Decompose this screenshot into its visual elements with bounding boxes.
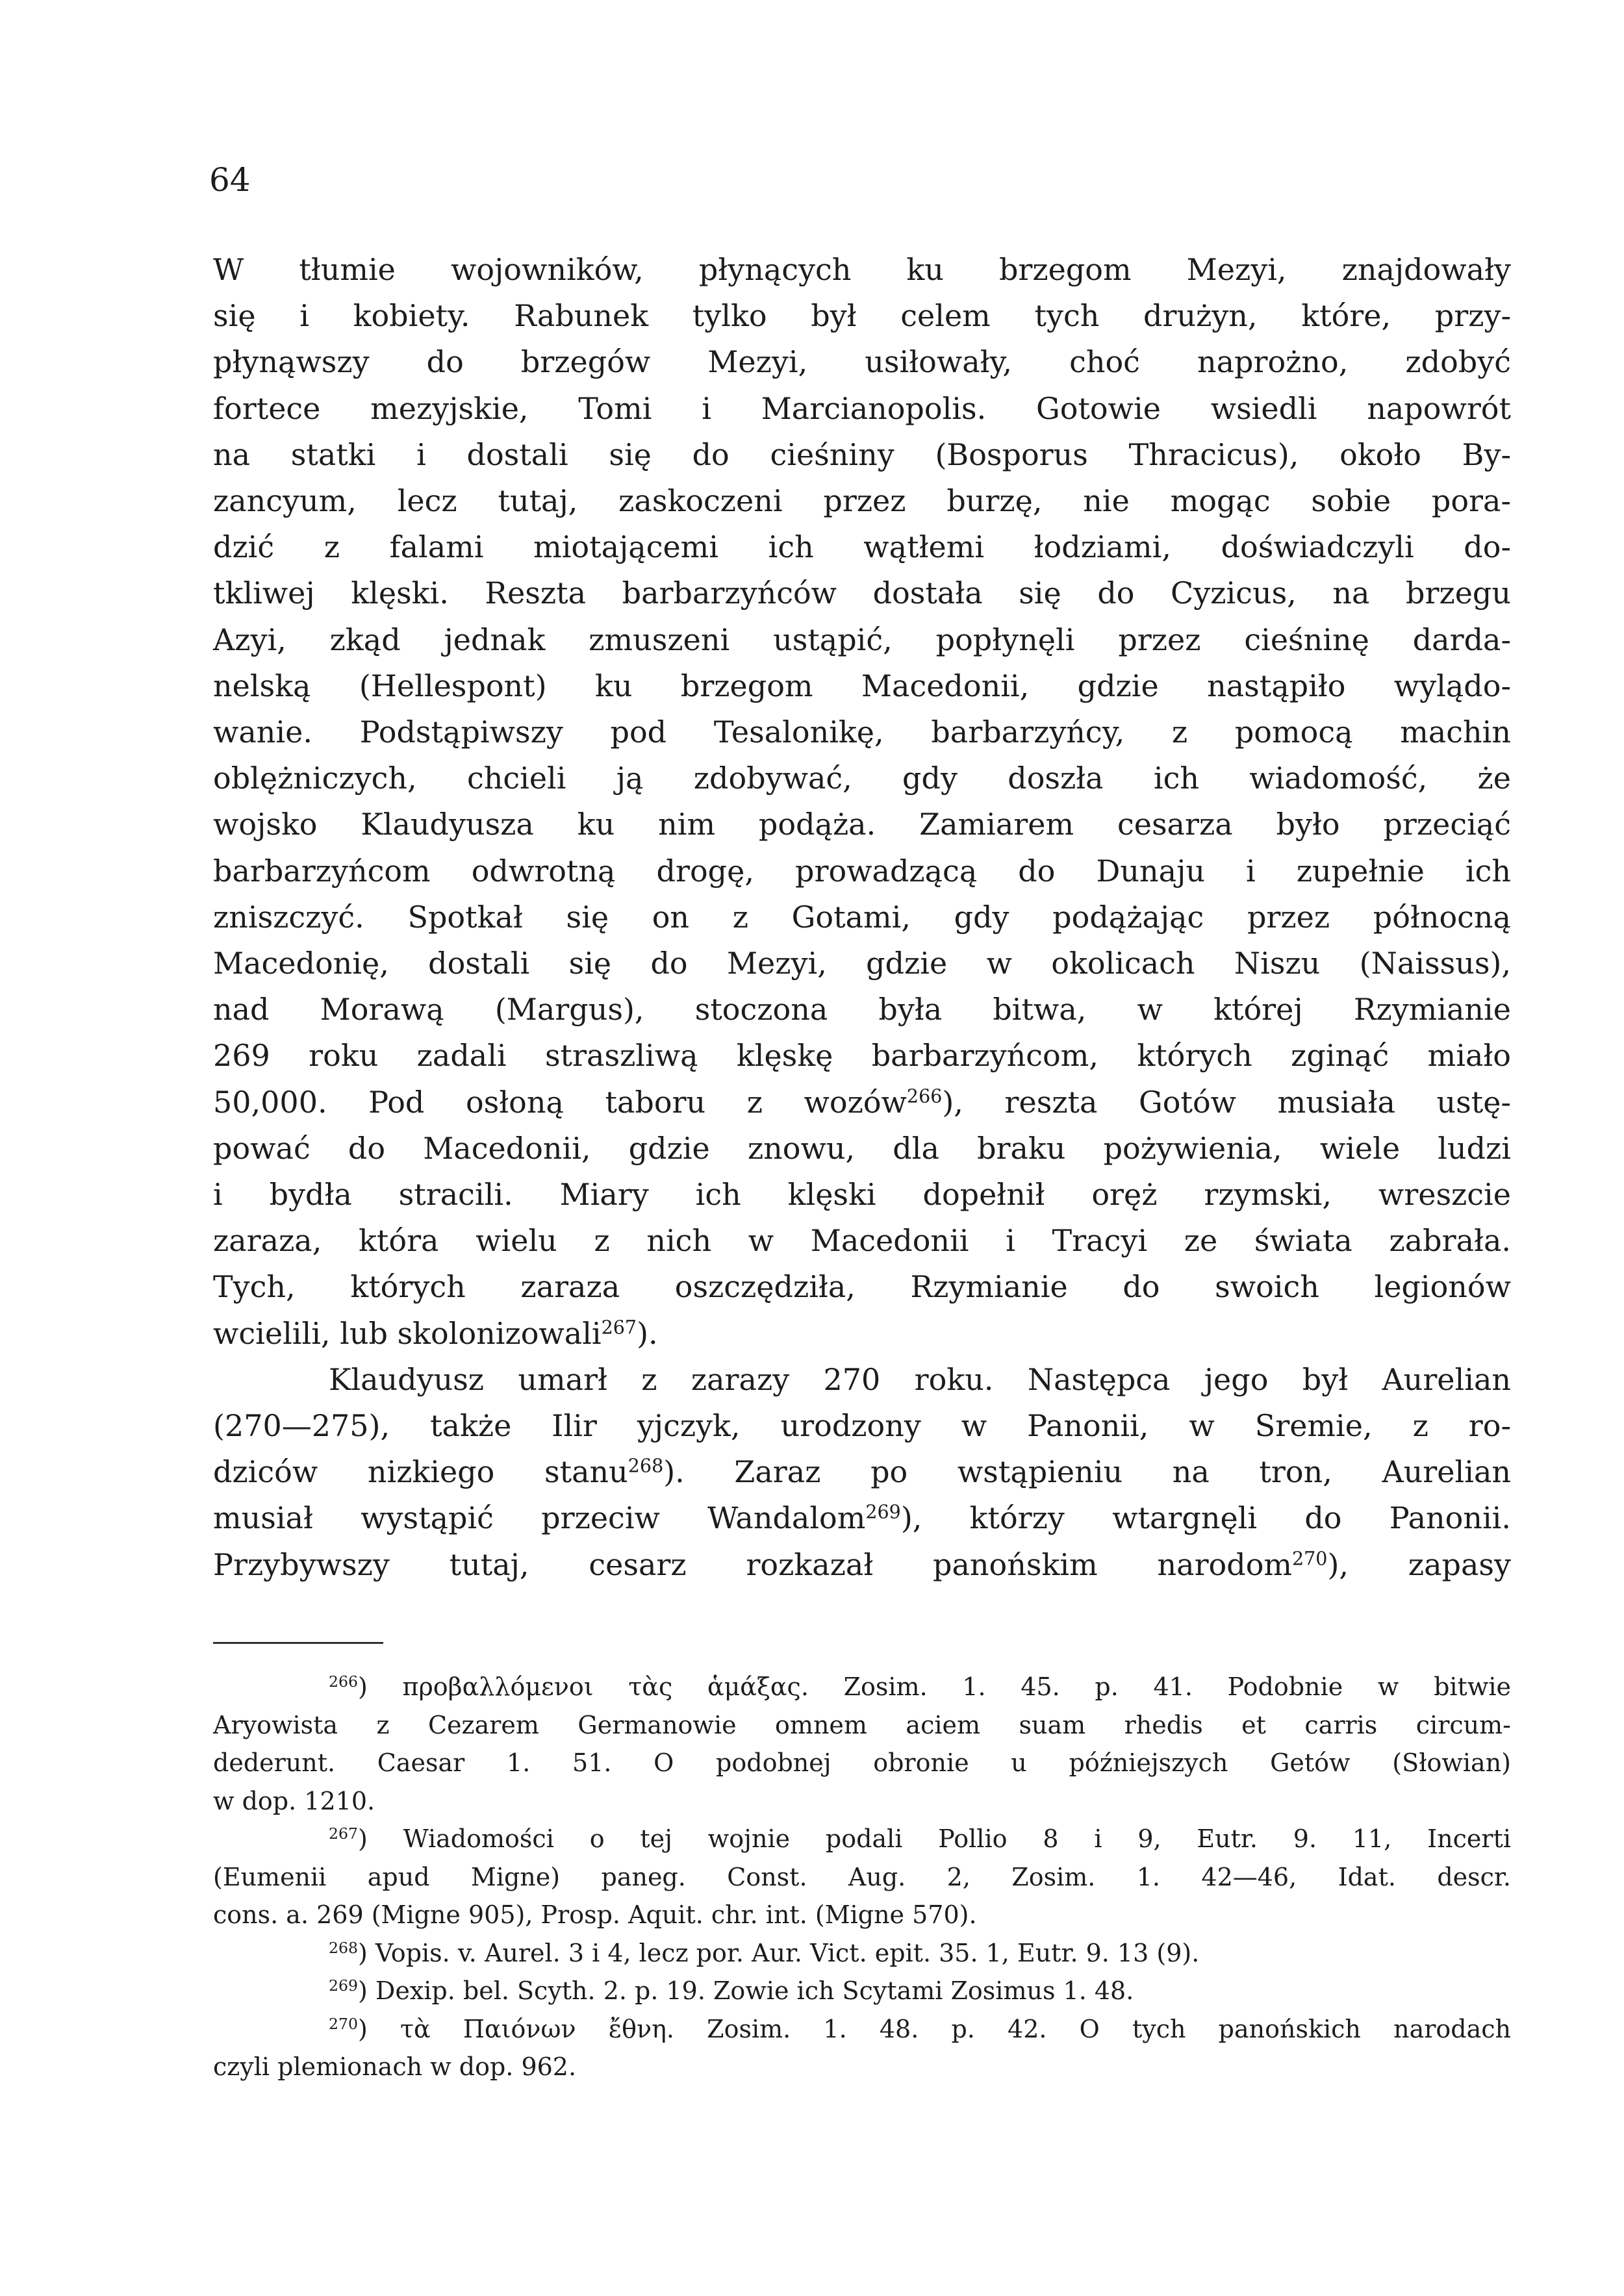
text-line: [213, 1264, 1511, 1310]
text-line: [213, 848, 1511, 894]
text-line-content: się i kobiety. Rabunek tylko był celem tych drużyn, które, przy-: [213, 298, 1511, 334]
text-line-content: na statki i dostali się do cieśniny (Bosporus Thracicus), około By-: [213, 436, 1511, 472]
text-line-content: wcielili, lub skolonizowali: [213, 1315, 602, 1351]
text-line: [213, 293, 1511, 339]
footnote-number: 268: [329, 1938, 358, 1957]
text-line: [213, 801, 1511, 848]
footnote-text: ) τὰ Παιόνων ἔθνη. Zosim. 1. 48. p. 42. O tych panońskich narodach: [357, 2014, 1511, 2043]
footnote-text: ) προβαλλόμενοι τὰς ἁμάξας. Zosim. 1. 45. p. 41. Podobnie w bitwie: [357, 1672, 1511, 1701]
text-line-content: Klaudyusz umarł z zarazy 270 roku. Następca jego był Aurelian: [329, 1361, 1511, 1397]
footnote-line: [213, 1896, 1511, 1934]
text-line: [213, 709, 1511, 755]
text-line: [213, 940, 1511, 987]
text-line: [213, 339, 1511, 385]
footnote-number: 267: [329, 1824, 358, 1843]
text-line: [213, 1311, 1511, 1357]
footnote-text: czyli plemionach w dop. 962.: [213, 2052, 577, 2081]
page-number: 64: [209, 161, 251, 199]
footnote-text: ) Dexip. bel. Scyth. 2. p. 19. Zowie ich Scytami Zosimus 1. 48.: [357, 1976, 1134, 2005]
text-line: [213, 755, 1511, 801]
footnote-number: 266: [329, 1672, 358, 1691]
footnote-reference: 268: [628, 1455, 664, 1477]
footnotes: [213, 1668, 1511, 2086]
footnote-line: [213, 1972, 1511, 2010]
footnote-line: [213, 1858, 1511, 1897]
footnote-line: [213, 1744, 1511, 1782]
text-line-content: nad Morawą (Margus), stoczona była bitwa, w której Rzymianie: [213, 992, 1511, 1028]
footnote-text: Aryowista z Cezarem Germanowie omnem aciem suam rhedis et carris circum-: [213, 1710, 1511, 1739]
text-line: [213, 570, 1511, 616]
text-line: [213, 617, 1511, 663]
text-line: [213, 1449, 1511, 1495]
text-line-content: 50,000. Pod osłoną taboru z wozów: [213, 1084, 907, 1120]
text-line-content: W tłumie wojowników, płynących ku brzegom Mezyi, znajdowały: [213, 252, 1511, 287]
text-line: [213, 432, 1511, 478]
text-line-content: tkliwej klęski. Reszta barbarzyńców dostała się do Cyzicus, na brzegu: [213, 575, 1511, 611]
footnote-text: (Eumenii apud Migne) paneg. Const. Aug. 2, Zosim. 1. 42—46, Idat. descr.: [213, 1862, 1511, 1891]
footnote-line: [213, 1668, 1511, 1706]
text-line-content: oblężniczych, chcieli ją zdobywać, gdy doszła ich wiadomość, że: [213, 761, 1511, 796]
text-line-content: Przybywszy tutaj, cesarz rozkazał panońskim narodom: [213, 1546, 1293, 1582]
text-line-content: nelską (Hellespont) ku brzegom Macedonii, gdzie nastąpiło wylądo-: [213, 668, 1511, 703]
text-line-continuation: ). Zaraz po wstąpieniu na tron, Aurelian: [663, 1454, 1511, 1490]
footnote-line: [213, 2048, 1511, 2086]
text-line: [213, 1218, 1511, 1264]
text-line-content: wojsko Klaudyusza ku nim podąża. Zamiarem cesarza było przeciąć: [213, 807, 1511, 842]
text-line-content: pować do Macedonii, gdzie znowu, dla braku pożywienia, wiele ludzi: [213, 1130, 1511, 1166]
footnote-text: w dop. 1210.: [213, 1786, 375, 1815]
footnote-number: 270: [329, 2014, 358, 2033]
text-line-content: dzić z falami miotającemi ich wątłemi łodziami, doświadczyli do-: [213, 529, 1511, 565]
footnote-text: ) Wiadomości o tej wojnie podali Pollio 8 i 9, Eutr. 9. 11, Incerti: [357, 1824, 1511, 1853]
footnote-text: cons. a. 269 (Migne 905), Prosp. Aquit. chr. int. (Migne 570).: [213, 1900, 977, 1929]
footnote-text: ) Vopis. v. Aurel. 3 i 4, lecz por. Aur. Vict. epit. 35. 1, Eutr. 9. 13 (9).: [357, 1938, 1200, 1967]
text-line: [213, 1079, 1511, 1126]
footnote-reference: 267: [601, 1317, 637, 1338]
text-line: [213, 1033, 1511, 1079]
text-line-continuation: ), zapasy: [1327, 1546, 1511, 1582]
text-line-content: zancyum, lecz tutaj, zaskoczeni przez burzę, nie mogąc sobie pora-: [213, 483, 1511, 519]
text-line-content: Tych, których zaraza oszczędziła, Rzymianie do swoich legionów: [213, 1269, 1511, 1305]
text-line-content: dziców nizkiego stanu: [213, 1454, 628, 1490]
text-line: [213, 663, 1511, 709]
text-line: [213, 386, 1511, 432]
text-line-content: Macedonię, dostali się do Mezyi, gdzie w okolicach Niszu (Naissus),: [213, 946, 1511, 981]
text-line: [213, 247, 1511, 293]
text-line-content: 269 roku zadali straszliwą klęskę barbarzyńcom, których zginąć miało: [213, 1038, 1511, 1074]
main-text: [213, 247, 1511, 1588]
text-line: [213, 1542, 1511, 1588]
text-line: [213, 1172, 1511, 1218]
text-line-continuation: ), reszta Gotów musiała ustę-: [942, 1084, 1511, 1120]
text-line: [213, 987, 1511, 1033]
text-line: [213, 1126, 1511, 1172]
text-line-content: fortece mezyjskie, Tomi i Marcianopolis. Gotowie wsiedli napowrót: [213, 390, 1511, 426]
text-line: [213, 478, 1511, 524]
text-line-content: płynąwszy do brzegów Mezyi, usiłowały, choć naprożno, zdobyć: [213, 344, 1511, 380]
footnote-text: dederunt. Caesar 1. 51. O podobnej obronie u późniejszych Getów (Słowian): [213, 1748, 1511, 1777]
text-line: [213, 894, 1511, 940]
footnote-line: [213, 1706, 1511, 1745]
footnote-line: [213, 1820, 1511, 1858]
text-line: [213, 1357, 1511, 1403]
text-line-content: Azyi, zkąd jednak zmuszeni ustąpić, popłynęli przez cieśninę darda-: [213, 622, 1511, 657]
footnote-reference: 270: [1292, 1548, 1328, 1570]
footnote-line: [213, 2010, 1511, 2049]
text-line-content: wanie. Podstąpiwszy pod Tesalonikę, barbarzyńcy, z pomocą machin: [213, 714, 1511, 750]
footnote-reference: 269: [865, 1501, 901, 1523]
text-line-content: i bydła stracili. Miary ich klęski dopełnił oręż rzymski, wreszcie: [213, 1177, 1511, 1213]
footnote-line: [213, 1934, 1511, 1973]
text-line: [213, 524, 1511, 570]
footnote-number: 269: [329, 1976, 358, 1995]
text-line-content: barbarzyńcom odwrotną drogę, prowadzącą do Dunaju i zupełnie ich: [213, 853, 1511, 889]
text-line-content: musiał wystąpić przeciw Wandalom: [213, 1500, 866, 1536]
text-line-content: zaraza, która wielu z nich w Macedonii i Tracyi ze świata zabrała.: [213, 1223, 1511, 1259]
text-line-continuation: ), którzy wtargnęli do Panonii.: [900, 1500, 1511, 1536]
footnote-line: [213, 1782, 1511, 1821]
text-line-content: zniszczyć. Spotkał się on z Gotami, gdy podążając przez północną: [213, 899, 1511, 935]
footnote-reference: 266: [906, 1085, 943, 1107]
text-line: [213, 1403, 1511, 1449]
text-line-continuation: ).: [637, 1315, 658, 1351]
text-line-content: (270—275), także Ilir yjczyk, urodzony w Panonii, w Sremie, z ro-: [213, 1408, 1511, 1444]
footnote-separator: [213, 1642, 383, 1644]
text-line: [213, 1495, 1511, 1541]
